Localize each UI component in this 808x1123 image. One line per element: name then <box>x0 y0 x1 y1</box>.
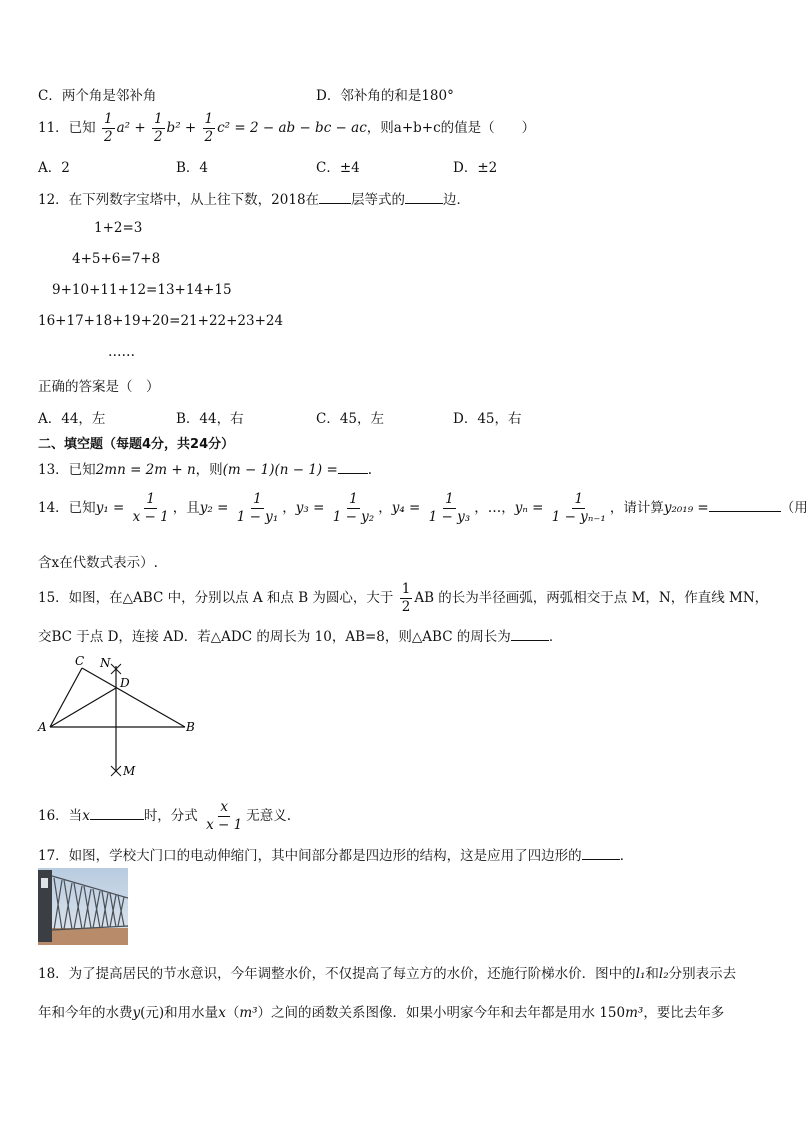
q11-prefix: 11．已知 <box>38 120 96 136</box>
q16-frac: $\frac{x}{x - 1}$ <box>206 799 243 833</box>
pyramid-row-3: 9+10+11+12=13+14+15 <box>52 282 232 298</box>
q14-frac-n: $\frac{1}{\text{1 − yₙ₋₁}}$ <box>551 491 606 525</box>
q12-answer-prompt: 正确的答案是（ ） <box>38 379 160 395</box>
pyramid-row-5: …… <box>108 344 135 360</box>
side-bc <box>82 668 185 727</box>
q14-frac-2: $\frac{1}{\text{1 − y₁}}$ <box>236 491 279 525</box>
q11-rhs: = 2 − ab − bc − ac <box>234 120 367 136</box>
q11-tail: ，则a+b+c的值是（ ） <box>366 120 536 136</box>
q13-blank[interactable] <box>338 461 368 474</box>
q11-b2: b² <box>166 120 181 136</box>
label-c: C <box>75 654 85 668</box>
q15-line1: 15．如图，在△ABC 中，分别以点 A 和点 B 为圆心，大于 $\frac{1}{2}$ AB 的长为半径画弧，两弧相交于点 M，N，作直线 MN， <box>38 581 769 615</box>
q16-stem: 16．当x 时，分式 $\frac{x}{x - 1}$ 无意义. <box>38 799 292 833</box>
q10-option-c: C．两个角是邻补角 <box>38 88 157 104</box>
q11-option-a: A．2 <box>38 160 70 176</box>
q14-stem: 14．已知y₁ = $\frac{1}{x - 1}$ ，且y₂ = $\frac{1}{\text{1 − y₁}}$ ，y₃ = $\frac{1}{\text{1 − y₂}}$ ，y₄ = $\frac{1}{\text{1 − y₃}}$ ，…，yₙ = $\frac{1}{\text{1 − yₙ₋₁}}$ ，请计算y₂₀₁₉ = （用 <box>38 491 808 525</box>
q12-stem: 12．在下列数字宝塔中，从上往下数，2018在 层等式的 边． <box>38 192 471 208</box>
q17-stem: 17．如图，学校大门口的电动伸缩门，其中间部分都是四边形的结构，这是应用了四边形的 ． <box>38 848 634 864</box>
q12-option-d: D．45，右 <box>453 411 522 427</box>
q18-line2: 年和今年的水费y(元)和用水量x（m³）之间的函数关系图像．如果小明家今年和去年都是用水 150m³，要比去年多 <box>38 1005 725 1021</box>
q18-line1: 18．为了提高居民的节水意识，今年调整水价，不仅提高了每立方的水价，还施行阶梯水价．图中的l₁和l₂分别表示去 <box>38 966 737 982</box>
q10-option-d: D．邻补角的和是180° <box>316 88 454 104</box>
q11-half-b: $\frac{1}{2}$ <box>153 111 163 145</box>
q15-line2: 交BC 于点 D，连接 AD．若△ADC 的周长为 10，AB=8，则△ABC 的周长为 ． <box>38 629 563 645</box>
q14-line2: 含x在代数式表示）. <box>38 555 158 571</box>
q16-blank[interactable] <box>90 807 144 820</box>
retractable-gate-photo <box>38 868 128 945</box>
q11-c2: c² <box>217 120 231 136</box>
q17-blank[interactable] <box>582 847 620 860</box>
label-n: N <box>100 656 111 670</box>
q15-blank[interactable] <box>511 628 549 641</box>
triangle-figure <box>30 650 210 785</box>
q12-option-c: C．45，左 <box>316 411 385 427</box>
label-d: D <box>120 676 130 690</box>
pyramid-row-1: 1+2=3 <box>94 220 143 236</box>
q14-frac-4: $\frac{1}{\text{1 − y₃}}$ <box>428 491 471 525</box>
q14-blank[interactable] <box>709 499 781 512</box>
q11-option-b: B．4 <box>176 160 209 176</box>
q11-stem: 11．已知 $\frac{1}{2}$ a² + $\frac{1}{2}$ b² + $\frac{1}{2}$ c² = 2 − ab − bc − ac，则a+b+c的值是（ ） <box>38 111 536 145</box>
q11-a2: a² <box>116 120 131 136</box>
q12-option-a: A．44，左 <box>38 411 106 427</box>
label-b: B <box>186 720 195 734</box>
q13-stem: 13．已知2mn = 2m + n，则(m − 1)(n − 1) = . <box>38 462 373 478</box>
label-a: A <box>38 720 47 734</box>
q12-option-b: B．44，右 <box>176 411 244 427</box>
q11-option-d: D．±2 <box>453 160 498 176</box>
q12-blank-1[interactable] <box>319 191 351 204</box>
pyramid-row-2: 4+5+6=7+8 <box>72 251 161 267</box>
section-title: 二、填空题（每题4分，共24分） <box>38 437 235 452</box>
label-m: M <box>123 764 136 778</box>
q14-frac-3: $\frac{1}{\text{1 − y₂}}$ <box>332 491 375 525</box>
q15-half: $\frac{1}{2}$ <box>401 581 411 615</box>
q11-half-a: $\frac{1}{2}$ <box>103 111 113 145</box>
q12-blank-2[interactable] <box>405 191 443 204</box>
q11-option-c: C．±4 <box>316 160 360 176</box>
q14-frac-1: $\frac{1}{x - 1}$ <box>132 491 169 525</box>
pyramid-row-4: 16+17+18+19+20=21+22+23+24 <box>38 313 284 329</box>
q11-half-c: $\frac{1}{2}$ <box>204 111 214 145</box>
